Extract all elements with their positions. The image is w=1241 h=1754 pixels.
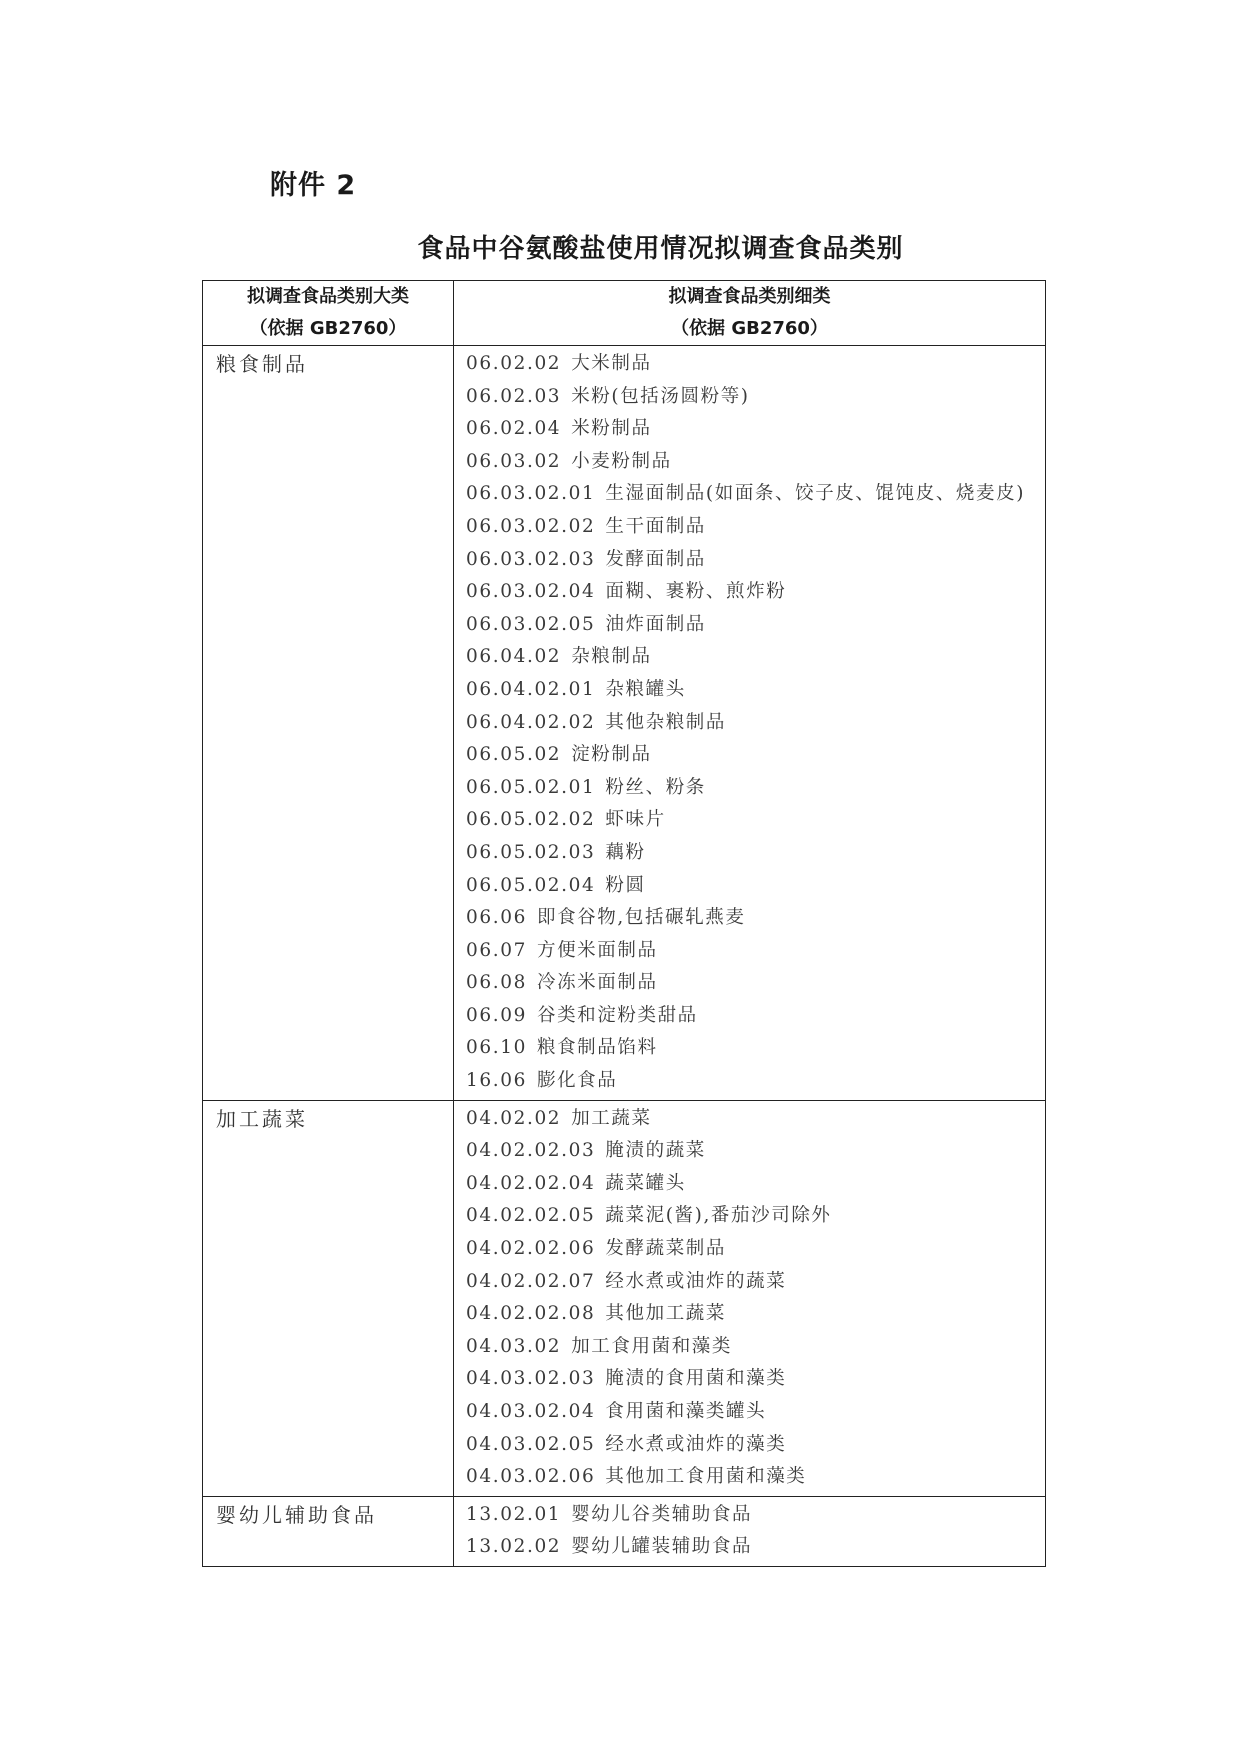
sub-category-name: 加工食用菌和藻类 bbox=[571, 1335, 732, 1357]
sub-category-item bbox=[466, 1135, 1035, 1168]
sub-category-code: 04.02.02.08 bbox=[466, 1303, 596, 1325]
sub-category-item bbox=[466, 544, 1035, 577]
header-major-category bbox=[203, 281, 454, 346]
sub-category-item bbox=[466, 967, 1035, 1000]
major-category-cell: 粮食制品 bbox=[203, 346, 454, 1101]
sub-category-item bbox=[466, 576, 1035, 609]
sub-category-code: 06.05.02.04 bbox=[466, 874, 596, 896]
sub-category-item bbox=[466, 1298, 1035, 1331]
major-category-cell: 婴幼儿辅助食品 bbox=[203, 1496, 454, 1566]
sub-category-item bbox=[466, 1233, 1035, 1266]
sub-category-item bbox=[466, 413, 1035, 446]
sub-category-name: 蔬菜泥(酱),番茄沙司除外 bbox=[605, 1205, 832, 1227]
sub-category-code: 04.03.02 bbox=[466, 1335, 562, 1357]
sub-category-code: 06.03.02.02 bbox=[466, 515, 596, 537]
sub-category-item bbox=[466, 641, 1035, 674]
sub-category-name: 发酵蔬菜制品 bbox=[605, 1238, 727, 1260]
sub-category-name: 发酵面制品 bbox=[605, 548, 706, 570]
header-major-line2: （依据 GB2760） bbox=[249, 318, 407, 339]
sub-category-item bbox=[466, 446, 1035, 479]
sub-category-name: 腌渍的食用菌和藻类 bbox=[605, 1368, 787, 1390]
header-major-line1: 拟调查食品类别大类 bbox=[247, 286, 409, 307]
sub-category-name: 经水煮或油炸的蔬菜 bbox=[605, 1270, 787, 1292]
sub-category-name: 杂粮罐头 bbox=[605, 678, 686, 700]
sub-category-item bbox=[466, 870, 1035, 903]
sub-category-code: 04.02.02.03 bbox=[466, 1140, 596, 1162]
sub-category-code: 04.03.02.03 bbox=[466, 1368, 596, 1390]
sub-category-name: 腌渍的蔬菜 bbox=[605, 1140, 706, 1162]
sub-category-code: 06.08 bbox=[466, 972, 527, 994]
sub-category-name: 米粉制品 bbox=[571, 418, 652, 440]
sub-category-item bbox=[466, 772, 1035, 805]
sub-category-item bbox=[466, 1200, 1035, 1233]
sub-category-item bbox=[466, 1168, 1035, 1201]
sub-category-code: 06.10 bbox=[466, 1037, 527, 1059]
sub-category-code: 16.06 bbox=[466, 1070, 527, 1092]
sub-category-name: 经水煮或油炸的藻类 bbox=[605, 1433, 787, 1455]
sub-category-name: 食用菌和藻类罐头 bbox=[605, 1401, 767, 1422]
header-sub-line1: 拟调查食品类别细类 bbox=[668, 286, 831, 307]
header-sub-line2: （依据 GB2760） bbox=[671, 318, 828, 339]
sub-category-item bbox=[466, 804, 1035, 837]
table-row bbox=[203, 1496, 1046, 1566]
sub-category-item bbox=[466, 674, 1035, 707]
sub-category-item bbox=[466, 707, 1035, 740]
annex-label: 附件 2 bbox=[270, 170, 357, 201]
sub-category-cell bbox=[454, 1100, 1046, 1496]
sub-category-name: 粮食制品馅料 bbox=[536, 1037, 658, 1059]
sub-category-code: 06.03.02.03 bbox=[466, 548, 596, 570]
sub-category-code: 06.03.02.05 bbox=[466, 613, 596, 635]
sub-category-name: 粉圆 bbox=[605, 874, 646, 896]
sub-category-item bbox=[466, 381, 1035, 414]
sub-category-code: 06.03.02 bbox=[466, 450, 562, 472]
sub-category-item bbox=[466, 935, 1035, 968]
major-category-cell: 加工蔬菜 bbox=[203, 1100, 454, 1496]
sub-category-item bbox=[466, 348, 1035, 381]
sub-category-code: 06.04.02.01 bbox=[466, 678, 596, 700]
sub-category-item bbox=[466, 1065, 1035, 1098]
sub-category-item bbox=[466, 1032, 1035, 1065]
sub-category-name: 冷冻米面制品 bbox=[536, 972, 658, 994]
sub-category-item bbox=[466, 1499, 1035, 1532]
sub-category-name: 加工蔬菜 bbox=[571, 1107, 652, 1129]
table-header-row bbox=[203, 281, 1046, 346]
sub-category-name: 小麦粉制品 bbox=[571, 450, 672, 472]
sub-category-code: 06.07 bbox=[466, 939, 527, 961]
sub-category-name: 藕粉 bbox=[605, 841, 646, 863]
sub-category-name: 方便米面制品 bbox=[536, 939, 658, 961]
sub-category-name: 即食谷物,包括碾轧燕麦 bbox=[536, 907, 746, 929]
sub-category-name: 谷类和淀粉类甜品 bbox=[536, 1004, 698, 1026]
sub-category-item bbox=[466, 609, 1035, 642]
sub-category-code: 04.02.02.07 bbox=[466, 1270, 596, 1292]
sub-category-code: 06.06 bbox=[466, 907, 527, 929]
sub-category-item bbox=[466, 478, 1035, 511]
sub-category-item bbox=[466, 1103, 1035, 1136]
sub-category-code: 13.02.01 bbox=[466, 1503, 562, 1525]
sub-category-item bbox=[466, 1396, 1035, 1429]
sub-category-code: 06.09 bbox=[466, 1004, 527, 1026]
sub-category-code: 06.05.02.03 bbox=[466, 841, 596, 863]
sub-category-code: 06.02.03 bbox=[466, 385, 562, 407]
sub-category-name: 其他加工食用菌和藻类 bbox=[605, 1466, 807, 1488]
sub-category-item bbox=[466, 837, 1035, 870]
sub-category-name: 面糊、裹粉、煎炸粉 bbox=[605, 581, 787, 603]
sub-category-item bbox=[466, 1461, 1035, 1494]
sub-category-code: 06.05.02.01 bbox=[466, 776, 596, 798]
sub-category-item bbox=[466, 1429, 1035, 1462]
sub-category-name: 粉丝、粉条 bbox=[605, 776, 706, 798]
sub-category-name: 大米制品 bbox=[571, 353, 652, 374]
sub-category-name: 其他加工蔬菜 bbox=[605, 1303, 727, 1325]
sub-category-name: 婴幼儿谷类辅助食品 bbox=[571, 1503, 753, 1525]
sub-category-name: 米粉(包括汤圆粉等) bbox=[571, 385, 750, 407]
sub-category-name: 婴幼儿罐装辅助食品 bbox=[571, 1536, 753, 1558]
table-row bbox=[203, 1100, 1046, 1496]
sub-category-code: 06.05.02 bbox=[466, 744, 562, 766]
sub-category-cell bbox=[454, 346, 1046, 1101]
sub-category-code: 06.03.02.01 bbox=[466, 483, 596, 505]
sub-category-code: 04.02.02.06 bbox=[466, 1238, 596, 1260]
sub-category-name: 其他杂粮制品 bbox=[605, 711, 727, 733]
sub-category-code: 04.02.02.04 bbox=[466, 1172, 596, 1194]
sub-category-name: 油炸面制品 bbox=[605, 613, 706, 635]
sub-category-name: 淀粉制品 bbox=[571, 744, 652, 766]
sub-category-item bbox=[466, 1531, 1035, 1564]
sub-category-item bbox=[466, 739, 1035, 772]
sub-category-code: 04.03.02.04 bbox=[466, 1401, 596, 1422]
sub-category-code: 06.02.04 bbox=[466, 418, 562, 440]
sub-category-code: 06.04.02 bbox=[466, 646, 562, 668]
header-sub-category bbox=[454, 281, 1046, 346]
document-title: 食品中谷氨酸盐使用情况拟调查食品类别 bbox=[417, 234, 904, 264]
sub-category-code: 06.04.02.02 bbox=[466, 711, 596, 733]
sub-category-item bbox=[466, 1266, 1035, 1299]
sub-category-code: 06.05.02.02 bbox=[466, 809, 596, 831]
sub-category-code: 06.03.02.04 bbox=[466, 581, 596, 603]
sub-category-code: 04.03.02.06 bbox=[466, 1466, 596, 1488]
sub-category-item bbox=[466, 1331, 1035, 1364]
sub-category-cell bbox=[454, 1496, 1046, 1566]
sub-category-code: 04.03.02.05 bbox=[466, 1433, 596, 1455]
table-row bbox=[203, 346, 1046, 1101]
sub-category-name: 蔬菜罐头 bbox=[605, 1172, 686, 1194]
table-body bbox=[203, 346, 1046, 1567]
sub-category-item bbox=[466, 1363, 1035, 1396]
sub-category-code: 06.02.02 bbox=[466, 353, 562, 374]
sub-category-code: 04.02.02.05 bbox=[466, 1205, 596, 1227]
sub-category-name: 生干面制品 bbox=[605, 515, 706, 537]
sub-category-item bbox=[466, 511, 1035, 544]
category-table bbox=[202, 280, 1046, 1567]
sub-category-name: 生湿面制品(如面条、饺子皮、馄饨皮、烧麦皮) bbox=[605, 483, 1026, 505]
sub-category-item bbox=[466, 1000, 1035, 1033]
sub-category-code: 13.02.02 bbox=[466, 1536, 562, 1558]
sub-category-name: 虾味片 bbox=[605, 809, 666, 831]
sub-category-code: 04.02.02 bbox=[466, 1107, 562, 1129]
sub-category-name: 杂粮制品 bbox=[571, 646, 652, 668]
sub-category-item bbox=[466, 902, 1035, 935]
sub-category-name: 膨化食品 bbox=[536, 1070, 618, 1092]
